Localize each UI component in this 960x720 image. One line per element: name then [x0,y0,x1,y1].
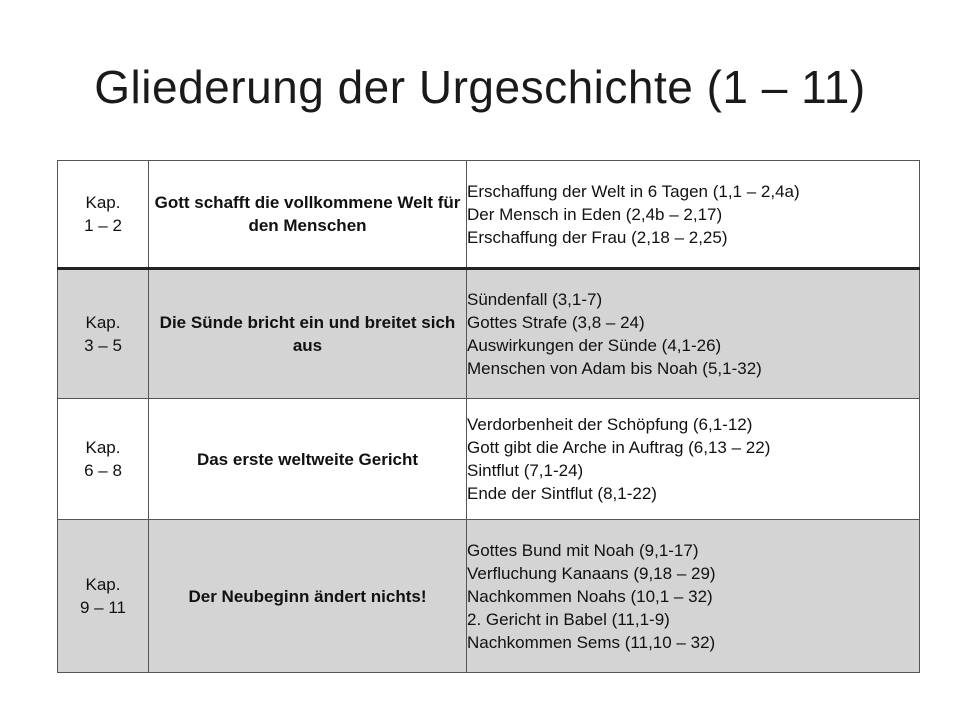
chapter-range: 3 – 5 [84,336,122,355]
table-row [58,161,920,269]
list-item: Menschen von Adam bis Noah (5,1-32) [467,359,762,378]
items-cell [467,520,920,673]
items-cell [467,399,920,520]
list-item: Verdorbenheit der Schöpfung (6,1-12) [467,415,753,434]
table-row [58,520,920,673]
chapter-label: Kap. [85,193,121,212]
chapter-cell [58,399,149,520]
table-row [58,269,920,399]
list-item: Erschaffung der Welt in 6 Tagen (1,1 – 2,4a) [467,181,800,201]
items-cell [467,161,920,269]
chapter-cell [58,520,149,673]
chapter-cell [58,161,149,269]
list-item: Auswirkungen der Sünde (4,1-26) [467,336,722,355]
list-item: Sündenfall (3,1-7) [467,290,603,309]
chapter-range: 9 – 11 [79,598,126,617]
outline-table [57,160,920,673]
list-item: Erschaffung der Frau (2,18 – 2,25) [467,227,728,247]
chapter-range: 1 – 2 [84,216,122,235]
theme-cell: Das erste weltweite Gericht [149,399,467,520]
slide-title: Gliederung der Urgeschichte (1 – 11) [94,61,866,113]
list-item: Nachkommen Noahs (10,1 – 32) [467,586,713,606]
theme-cell: Die Sünde bricht ein und breitet sich aus [149,269,467,399]
chapter-cell [58,269,149,399]
chapter-label: Kap. [85,575,121,594]
list-item: Nachkommen Sems (11,10 – 32) [467,632,716,652]
list-item: Gottes Bund mit Noah (9,1-17) [467,540,699,560]
list-item: Der Mensch in Eden (2,4b – 2,17) [467,204,723,224]
list-item: 2. Gericht in Babel (11,1-9) [467,609,670,629]
chapter-label: Kap. [85,313,121,332]
table-row [58,399,920,520]
theme-cell: Der Neubeginn ändert nichts! [149,520,467,673]
list-item: Gottes Strafe (3,8 – 24) [467,313,645,332]
list-item: Ende der Sintflut (8,1-22) [467,484,657,503]
list-item: Gott gibt die Arche in Auftrag (6,13 – 22) [467,438,771,457]
theme-cell: Gott schafft die vollkommene Welt für den Menschen [149,161,467,269]
list-item: Sintflut (7,1-24) [467,461,584,480]
items-cell [467,269,920,399]
list-item: Verfluchung Kanaans (9,18 – 29) [467,563,716,583]
chapter-range: 6 – 8 [84,461,122,480]
chapter-label: Kap. [85,438,121,457]
